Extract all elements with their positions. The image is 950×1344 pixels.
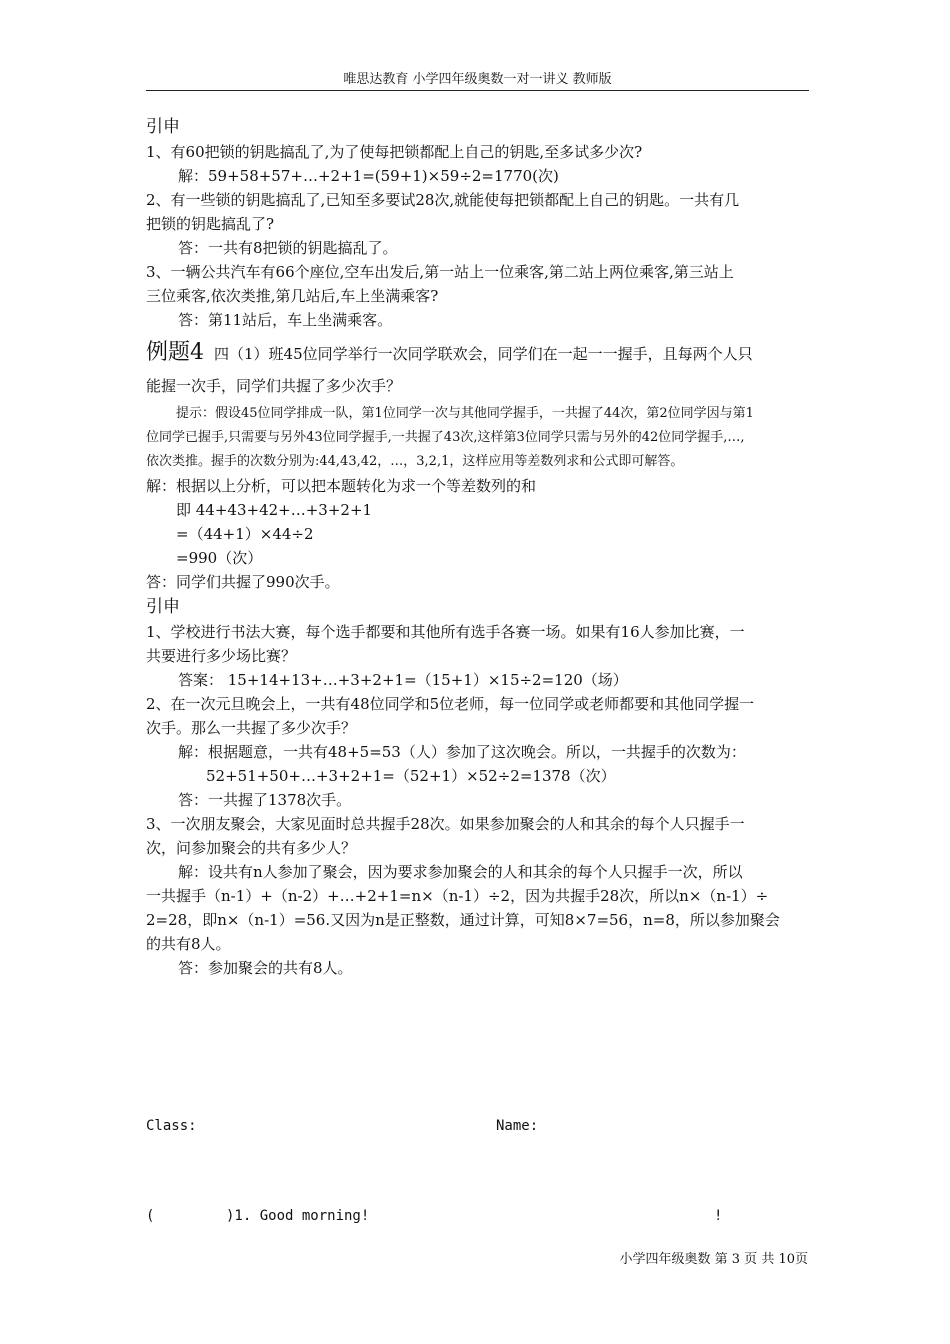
solution-text: 解：根据题意，一共有48+5=53（人）参加了这次晚会。所以，一共握手的次数为： bbox=[178, 743, 746, 761]
answer-text: 答案： 15+14+13+…+3+2+1=（15+1）×15÷2=120（场） bbox=[178, 671, 628, 689]
question-text: 3、一次朋友聚会，大家见面时总共握手28次。如果参加聚会的人和其余的每个人只握手一 bbox=[146, 815, 745, 833]
answer-text: 答：同学们共握了990次手。 bbox=[146, 573, 340, 591]
answer-text: 答：参加聚会的共有8人。 bbox=[178, 959, 353, 977]
page-header bbox=[146, 72, 809, 91]
question-text: 2、有一些锁的钥匙搞乱了,已知至多要试28次,就能使每把锁都配上自己的钥匙。一共有几 bbox=[146, 191, 740, 209]
hint-text: 位同学已握手,只需要与另外43位同学握手,一共握了43次,这样第3位同学只需与另外的42位同学握手,…, bbox=[146, 430, 745, 445]
question-text: 次手。那么一共握了多少次手？ bbox=[146, 719, 357, 737]
solution-text: =990（次） bbox=[176, 549, 263, 567]
exercise-item: )1. Good morning! bbox=[226, 1208, 370, 1224]
question-text: 次，问参加聚会的共有多少人？ bbox=[146, 839, 357, 857]
solution-text: 2=28，即n×（n-1）=56.又因为n是正整数，通过计算，可知8×7=56，n=8，所以参加聚会 bbox=[146, 911, 780, 929]
question-text: 2、在一次元旦晚会上，一共有48位同学和5位老师，每一位同学或老师都要和其他同学握一 bbox=[146, 695, 755, 713]
document-body bbox=[146, 114, 811, 980]
answer-text: 答：第11站后，车上坐满乘客。 bbox=[178, 311, 393, 329]
name-label: Name: bbox=[496, 1118, 539, 1134]
solution-text: =（44+1）×44÷2 bbox=[176, 525, 314, 543]
answer-text: 答：一共有8把锁的钥匙搞乱了。 bbox=[178, 239, 398, 257]
solution-text: 52+51+50+…+3+2+1=（52+1）×52÷2=1378（次） bbox=[206, 767, 616, 785]
section-heading: 引申 bbox=[146, 117, 180, 137]
hint-text: 依次类推。握手的次数分别为:44,43,42，…，3,2,1，这样应用等差数列求和公式即可解答。 bbox=[146, 454, 684, 469]
example-question: 能握一次手，同学们共握了多少次手？ bbox=[146, 377, 402, 395]
solution-text: 即 44+43+42+…+3+2+1 bbox=[176, 501, 373, 519]
class-label: Class: bbox=[146, 1118, 197, 1134]
solution-text: 的共有8人。 bbox=[146, 935, 231, 953]
example-title: 例题4 bbox=[146, 340, 204, 365]
question-text: 1、学校进行书法大赛，每个选手都要和其他所有选手各赛一场。如果有16人参加比赛，一 bbox=[146, 623, 745, 641]
question-text: 三位乘客,依次类推,第几站后,车上坐满乘客? bbox=[146, 287, 439, 305]
hint-text: 提示：假设45位同学排成一队，第1位同学一次与其他同学握手，一共握了44次，第2位同学因与第1 bbox=[176, 406, 754, 421]
section-heading: 引申 bbox=[146, 597, 180, 617]
solution-text: 一共握手（n-1）+（n-2）+…+2+1=n×（n-1）÷2，因为共握手28次，所以n×（n-1）÷ bbox=[146, 887, 769, 905]
example-heading-row bbox=[146, 338, 811, 368]
solution-text: 解：设共有n人参加了聚会，因为要求参加聚会的人和其余的每个人只握手一次，所以 bbox=[178, 863, 743, 881]
blank-open-paren: ( bbox=[146, 1208, 155, 1224]
answer-text: 解：59+58+57+…+2+1=(59+1)×59÷2=1770(次) bbox=[178, 167, 559, 185]
exercise-item-end: ! bbox=[714, 1208, 723, 1224]
question-text: 共要进行多少场比赛？ bbox=[146, 647, 297, 665]
question-text: 把锁的钥匙搞乱了? bbox=[146, 215, 275, 233]
page-footer: 小学四年级奥数 第 3 页 共 10页 bbox=[619, 1252, 808, 1267]
header-title: 唯思达教育 小学四年级奥数一对一讲义 教师版 bbox=[343, 72, 612, 87]
example-question: 四（1）班45位同学举行一次同学联欢会，同学们在一起一一握手，且每两个人只 bbox=[214, 345, 753, 363]
answer-text: 答：一共握了1378次手。 bbox=[178, 791, 352, 809]
question-text: 3、一辆公共汽车有66个座位,空车出发后,第一站上一位乘客,第二站上两位乘客,第三站上 bbox=[146, 263, 734, 281]
solution-text: 解：根据以上分析，可以把本题转化为求一个等差数列的和 bbox=[146, 477, 537, 495]
question-text: 1、有60把锁的钥匙搞乱了,为了使每把锁都配上自己的钥匙,至多试多少次? bbox=[146, 143, 643, 161]
